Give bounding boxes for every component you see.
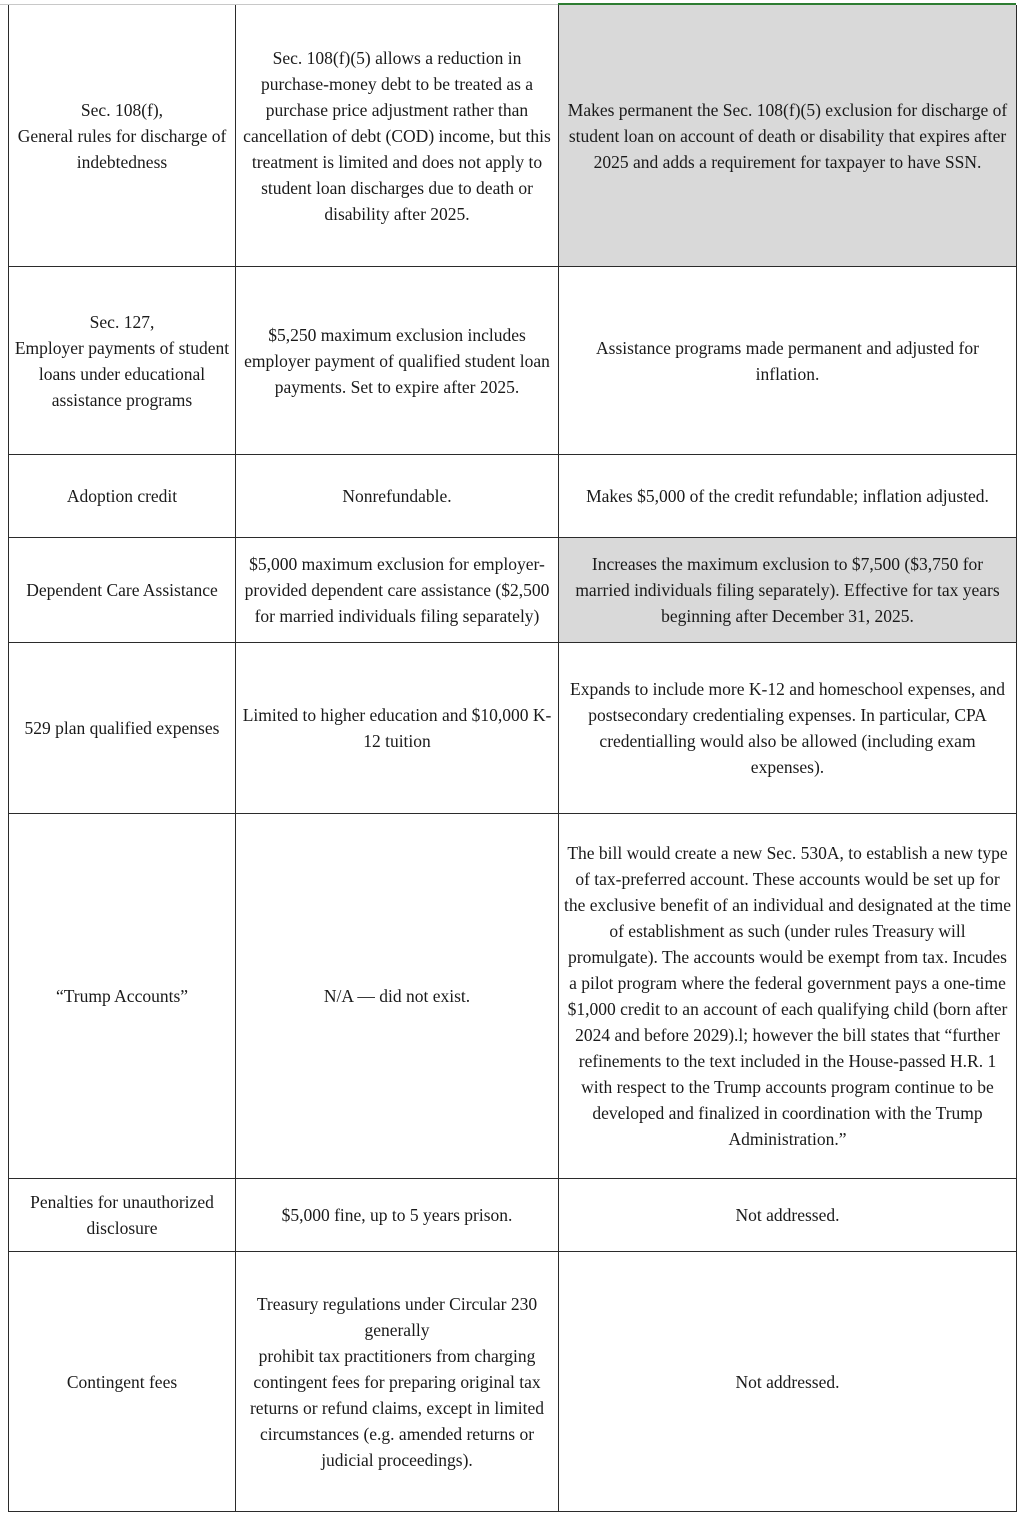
- provision-cell[interactable]: Dependent Care Assistance: [9, 538, 236, 643]
- table-row: [9, 267, 1017, 455]
- provision-cell[interactable]: Sec. 127, Employer payments of student loans under educational assistance programs: [9, 267, 236, 455]
- current-law-cell[interactable]: Limited to higher education and $10,000 K-12 tuition: [236, 643, 559, 814]
- proposed-cell[interactable]: Expands to include more K-12 and homeschool expenses, and postsecondary credentialing expenses. In particular, CPA credentialling would also be allowed (including exam expenses).: [559, 643, 1017, 814]
- current-law-cell[interactable]: Treasury regulations under Circular 230 generally prohibit tax practitioners from charging contingent fees for preparing original tax returns or refund claims, except in limited circumstances (e.g. amended returns or judicial proceedings).: [236, 1252, 559, 1512]
- table-row: [9, 643, 1017, 814]
- current-law-cell[interactable]: $5,000 maximum exclusion for employer-provided dependent care assistance ($2,500 for married individuals filing separately): [236, 538, 559, 643]
- provision-cell[interactable]: Adoption credit: [9, 455, 236, 538]
- comparison-table: [8, 5, 1017, 1512]
- provision-cell[interactable]: Contingent fees: [9, 1252, 236, 1512]
- proposed-cell[interactable]: Not addressed.: [559, 1252, 1017, 1512]
- current-law-cell[interactable]: $5,000 fine, up to 5 years prison.: [236, 1179, 559, 1252]
- proposed-cell[interactable]: Assistance programs made permanent and adjusted for inflation.: [559, 267, 1017, 455]
- proposed-cell[interactable]: Not addressed.: [559, 1179, 1017, 1252]
- proposed-cell[interactable]: The bill would create a new Sec. 530A, to establish a new type of tax-preferred account. These accounts would be set up for the exclusive benefit of an individual and designated at the time of establishment as such (under rules Treasury will promulgate). The accounts would be exempt from tax. Incudes a pilot program where the federal government pays a one-time $1,000 credit to an account of each qualifying child (born after 2024 and before 2029).l; however the bill states that “further refinements to the text included in the House-passed H.R. 1 with respect to the Trump accounts program continue to be developed and finalized in coordination with the Trump Administration.”: [559, 814, 1017, 1179]
- table-row: [9, 538, 1017, 643]
- provision-cell[interactable]: Sec. 108(f), General rules for discharge of indebtedness: [9, 5, 236, 267]
- current-law-cell[interactable]: Sec. 108(f)(5) allows a reduction in purchase-money debt to be treated as a purchase price adjustment rather than cancellation of debt (COD) income, but this treatment is limited and does not apply to student loan discharges due to death or disability after 2025.: [236, 5, 559, 267]
- table-row: [9, 455, 1017, 538]
- current-law-cell[interactable]: N/A — did not exist.: [236, 814, 559, 1179]
- proposed-cell[interactable]: Makes permanent the Sec. 108(f)(5) exclusion for discharge of student loan on account of death or disability that expires after 2025 and adds a requirement for taxpayer to have SSN.: [559, 5, 1017, 267]
- provision-cell[interactable]: 529 plan qualified expenses: [9, 643, 236, 814]
- current-law-cell[interactable]: Nonrefundable.: [236, 455, 559, 538]
- proposed-cell[interactable]: Makes $5,000 of the credit refundable; inflation adjusted.: [559, 455, 1017, 538]
- table-row: [9, 814, 1017, 1179]
- provision-cell[interactable]: “Trump Accounts”: [9, 814, 236, 1179]
- proposed-cell[interactable]: Increases the maximum exclusion to $7,500 ($3,750 for married individuals filing separately). Effective for tax years beginning after December 31, 2025.: [559, 538, 1017, 643]
- table-row: [9, 1179, 1017, 1252]
- provision-cell[interactable]: Penalties for unauthorized disclosure: [9, 1179, 236, 1252]
- table-row: [9, 1252, 1017, 1512]
- current-law-cell[interactable]: $5,250 maximum exclusion includes employer payment of qualified student loan payments. Set to expire after 2025.: [236, 267, 559, 455]
- table-row: [9, 5, 1017, 267]
